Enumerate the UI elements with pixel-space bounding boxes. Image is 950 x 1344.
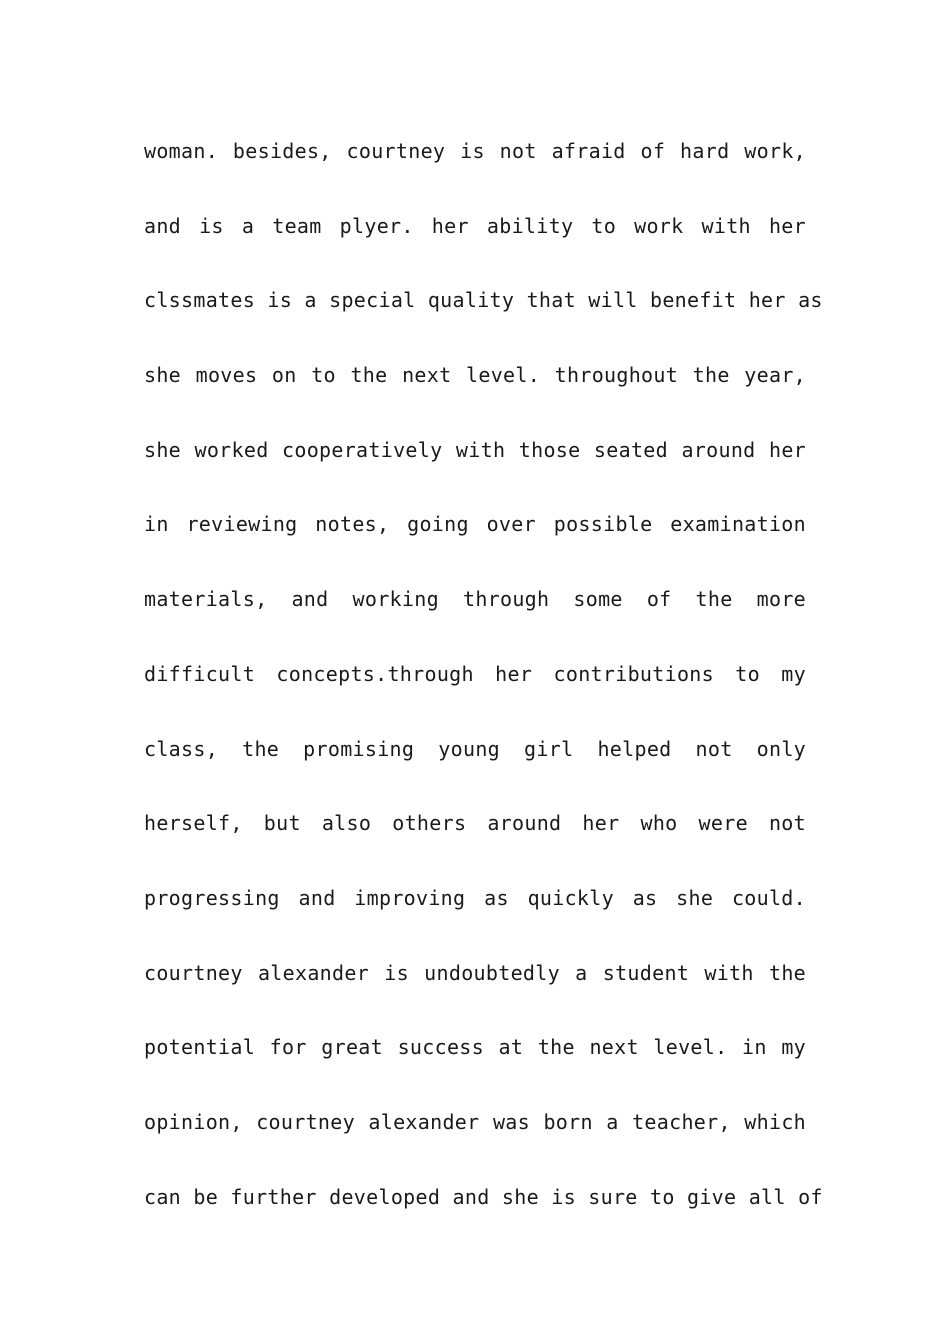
- text-line: class, the promising young girl helped not only: [144, 736, 806, 761]
- text-line: in reviewing notes, going over possible examination: [144, 512, 806, 537]
- text-line: woman. besides, courtney is not afraid of hard work,: [144, 139, 806, 163]
- text-line: courtney alexander is undoubtedly a student with the: [144, 960, 806, 985]
- text-line: clssmates is a special quality that will benefit her as: [144, 288, 823, 313]
- text-line: she worked cooperatively with those seated around her: [144, 437, 806, 462]
- text-line: materials, and working through some of the more: [144, 587, 806, 612]
- body-text: [144, 131, 823, 1251]
- text-line: potential for great success at the next level. in my: [144, 1035, 806, 1060]
- text-line: can be further developed and she is sure to give all of: [144, 1184, 823, 1209]
- text-line: she moves on to the next level. throughout the year,: [144, 363, 806, 388]
- text-line: difficult concepts.through her contributions to my: [144, 661, 806, 686]
- text-line: and is a team plyer. her ability to work with her: [144, 213, 806, 238]
- text-line: herself, but also others around her who were not: [144, 811, 806, 836]
- text-line: opinion, courtney alexander was born a teacher, which: [144, 1109, 806, 1134]
- text-line: progressing and improving as quickly as she could.: [144, 885, 806, 910]
